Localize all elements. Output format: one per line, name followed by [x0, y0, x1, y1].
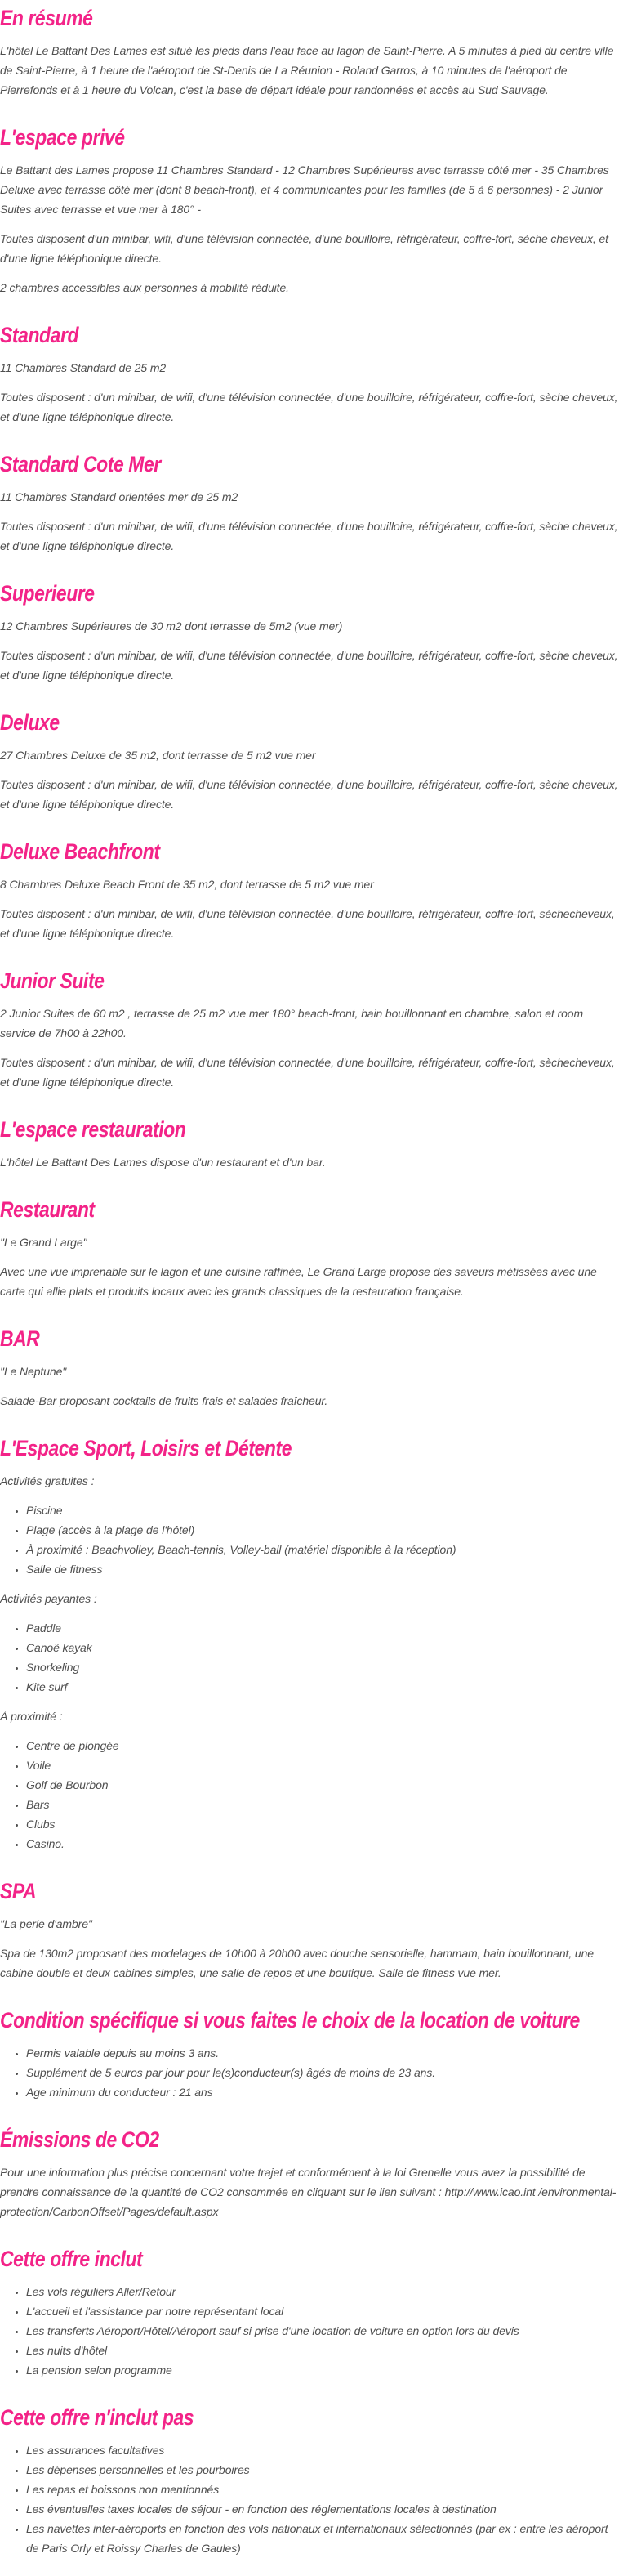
section-standard: [0, 322, 619, 427]
bullet-list: [0, 2282, 619, 2380]
list-item: • Salle de fitness: [26, 1559, 619, 1579]
section-title: Restaurant: [0, 1197, 95, 1222]
paragraph: 2 chambres accessibles aux personnes à mobilité réduite.: [0, 281, 289, 294]
list-item: • Les repas et boissons non mentionnés: [26, 2480, 619, 2499]
list-item: • Les navettes inter-aéroports en fonction des vols nationaux et internationaux sélectionnés (par ex : entre les aéroport de Paris Orly et Roissy Charles de Gaules): [26, 2519, 619, 2558]
list-item: • Clubs: [26, 1814, 619, 1834]
paragraph: Le Battant des Lames propose 11 Chambres Standard - 12 Chambres Supérieures avec terrasse côté mer - 35 Chambres Deluxe avec terrasse côté mer (dont 8 beach-front), et 4 communicantes pour les familles (de 5 à 6 personnes) - 2 Junior Suites avec terrasse et vue mer à 180° -: [0, 163, 609, 216]
bullet-list: [0, 2043, 619, 2102]
list-item: • Age minimum du conducteur : 21 ans: [26, 2082, 619, 2102]
paragraph: L'hôtel Le Battant Des Lames est situé les pieds dans l'eau face au lagon de Saint-Pierre. A 5 minutes à pied du centre ville de Saint-Pierre, à 1 heure de l'aéroport de St-Denis de La Réunion - Roland Garros, à 10 minutes de l'aéroport de Pierrefonds et à 1 heure du Volcan, c'est la base de départ idéale pour randonnées et accès au Sud Sauvage.: [0, 44, 614, 96]
paragraph: Toutes disposent : d'un minibar, de wifi, d'une télévision connectée, d'une bouilloire, réfrigérateur, coffre-fort, sèche cheveux, et d'une ligne téléphonique directe.: [0, 649, 618, 682]
section-title: Standard Cote Mer: [0, 452, 161, 476]
paragraph: Avec une vue imprenable sur le lagon et une cuisine raffinée, Le Grand Large propose des saveurs métissées avec une carte qui allie plats et produits locaux avec les grands classiques de la restauration française.: [0, 1265, 597, 1298]
list-item: • Les nuits d'hôtel: [26, 2341, 619, 2360]
paragraph: 11 Chambres Standard orientées mer de 25 m2: [0, 490, 238, 503]
list-item: • Les dépenses personnelles et les pourboires: [26, 2460, 619, 2480]
section-deluxe-beachfront: [0, 839, 619, 943]
list-item: • Casino.: [26, 1834, 619, 1854]
section-title: Superieure: [0, 581, 95, 606]
section-espace-restauration: [0, 1116, 619, 1172]
section-title: Deluxe: [0, 710, 60, 735]
section-standard-cote-mer: [0, 451, 619, 556]
list-item: • Les assurances facultatives: [26, 2440, 619, 2460]
paragraph: 12 Chambres Supérieures de 30 m2 dont terrasse de 5m2 (vue mer): [0, 619, 343, 633]
section-title: Deluxe Beachfront: [0, 839, 160, 864]
section-emissions-co2: [0, 2127, 619, 2221]
paragraph: Toutes disposent : d'un minibar, de wifi, d'une télévision connectée, d'une bouilloire, réfrigérateur, coffre-fort, sèchecheveux, et d'une ligne téléphonique directe.: [0, 907, 615, 940]
section-title: BAR: [0, 1326, 40, 1351]
paragraph-co2-link: Pour une information plus précise concernant votre trajet et conformément à la loi Grenelle vous avez la possibilité de prendre connaissance de la quantité de CO2 consommée en cliquant sur le lien suivant : http://www.icao.int /environmental-protection/CarbonOffset/Pages/default.aspx: [0, 2166, 617, 2218]
section-superieure: [0, 580, 619, 685]
list-item: • Les transferts Aéroport/Hôtel/Aéroport sauf si prise d'une location de voiture en option lors du devis: [26, 2321, 619, 2341]
list-item: • Supplément de 5 euros par jour pour le(s)conducteur(s) âgés de moins de 23 ans.: [26, 2063, 619, 2082]
section-junior-suite: [0, 968, 619, 1092]
restaurant-name: "Le Grand Large": [0, 1236, 87, 1249]
section-restaurant: [0, 1196, 619, 1301]
list-item: • Les vols réguliers Aller/Retour: [26, 2282, 619, 2301]
list-label-a-proximite: À proximité :: [0, 1710, 63, 1723]
section-title: L'espace restauration: [0, 1117, 186, 1142]
bullet-list: [0, 1736, 619, 1854]
paragraph: Salade-Bar proposant cocktails de fruits frais et salades fraîcheur.: [0, 1394, 328, 1407]
list-item: • L'accueil et l'assistance par notre représentant local: [26, 2301, 619, 2321]
paragraph: 8 Chambres Deluxe Beach Front de 35 m2, dont terrasse de 5 m2 vue mer: [0, 878, 374, 891]
section-title: Cette offre inclut: [0, 2247, 143, 2271]
list-item: • Plage (accès à la plage de l'hôtel): [26, 1520, 619, 1540]
section-title: SPA: [0, 1879, 37, 1903]
section-title: Junior Suite: [0, 968, 105, 993]
section-bar: [0, 1326, 619, 1411]
section-deluxe: [0, 709, 619, 814]
section-title: Émissions de CO2: [0, 2127, 159, 2152]
section-en-resume: [0, 5, 619, 100]
section-title: En résumé: [0, 6, 93, 30]
paragraph: 2 Junior Suites de 60 m2 , terrasse de 25 m2 vue mer 180° beach-front, bain bouillonnant en chambre, salon et room service de 7h00 à 22h00.: [0, 1007, 584, 1040]
list-item: • Centre de plongée: [26, 1736, 619, 1755]
list-item: • La pension selon programme: [26, 2360, 619, 2380]
paragraph: Spa de 130m2 proposant des modelages de 10h00 à 20h00 avec douche sensorielle, hammam, bain bouillonnant, une cabine double et deux cabines simples, une salle de repos et une boutique. Salle de fitness vue mer.: [0, 1947, 594, 1979]
bar-name: "Le Neptune": [0, 1365, 67, 1378]
paragraph: 11 Chambres Standard de 25 m2: [0, 361, 167, 374]
section-spa: [0, 1878, 619, 1983]
list-item: • Kite surf: [26, 1677, 619, 1697]
section-title: Standard: [0, 323, 79, 347]
paragraph: Toutes disposent : d'un minibar, de wifi, d'une télévision connectée, d'une bouilloire, réfrigérateur, coffre-fort, sèche cheveux, et d'une ligne téléphonique directe.: [0, 391, 618, 423]
section-offre-inclut: [0, 2246, 619, 2380]
list-item: • Permis valable depuis au moins 3 ans.: [26, 2043, 619, 2063]
paragraph: 27 Chambres Deluxe de 35 m2, dont terrasse de 5 m2 vue mer: [0, 749, 316, 762]
bullet-list: [0, 1618, 619, 1697]
section-title: Condition spécifique si vous faites le choix de la location de voiture: [0, 2008, 580, 2033]
list-item: • Bars: [26, 1795, 619, 1814]
section-title: L'espace privé: [0, 125, 125, 150]
section-title: L'Espace Sport, Loisirs et Détente: [0, 1436, 292, 1460]
list-label-activites-gratuites: Activités gratuites :: [0, 1474, 95, 1487]
spa-name: "La perle d'ambre": [0, 1917, 92, 1930]
list-item: • À proximité : Beachvolley, Beach-tennis, Volley-ball (matériel disponible à la réception): [26, 1540, 619, 1559]
list-item: • Snorkeling: [26, 1657, 619, 1677]
list-item: • Canoë kayak: [26, 1638, 619, 1657]
section-espace-prive: [0, 124, 619, 297]
list-label-activites-payantes: Activités payantes :: [0, 1592, 97, 1605]
section-condition-location-voiture: [0, 2007, 619, 2102]
paragraph: Toutes disposent d'un minibar, wifi, d'une télévision connectée, d'une bouilloire, réfrigérateur, coffre-fort, sèche cheveux, et d'une ligne téléphonique directe.: [0, 232, 608, 265]
list-item: • Les éventuelles taxes locales de séjour - en fonction des réglementations locales à destination: [26, 2499, 619, 2519]
list-item: • Paddle: [26, 1618, 619, 1638]
list-item: • Piscine: [26, 1500, 619, 1520]
bullet-list: [0, 1500, 619, 1579]
bullet-list: [0, 2440, 619, 2558]
paragraph: Toutes disposent : d'un minibar, de wifi, d'une télévision connectée, d'une bouilloire, réfrigérateur, coffre-fort, sèche cheveux, et d'une ligne téléphonique directe.: [0, 778, 618, 811]
list-item: • Golf de Bourbon: [26, 1775, 619, 1795]
paragraph: Toutes disposent : d'un minibar, de wifi, d'une télévision connectée, d'une bouilloire, réfrigérateur, coffre-fort, sèche cheveux, et d'une ligne téléphonique directe.: [0, 520, 618, 552]
section-title: Cette offre n'inclut pas: [0, 2405, 194, 2430]
list-item: • Voile: [26, 1755, 619, 1775]
section-sport-loisirs-detente: [0, 1435, 619, 1854]
section-offre-n-inclut-pas: [0, 2404, 619, 2558]
paragraph: Toutes disposent : d'un minibar, de wifi, d'une télévision connectée, d'une bouilloire, réfrigérateur, coffre-fort, sèchecheveux, et d'une ligne téléphonique directe.: [0, 1056, 615, 1089]
paragraph: L'hôtel Le Battant Des Lames dispose d'un restaurant et d'un bar.: [0, 1156, 326, 1169]
